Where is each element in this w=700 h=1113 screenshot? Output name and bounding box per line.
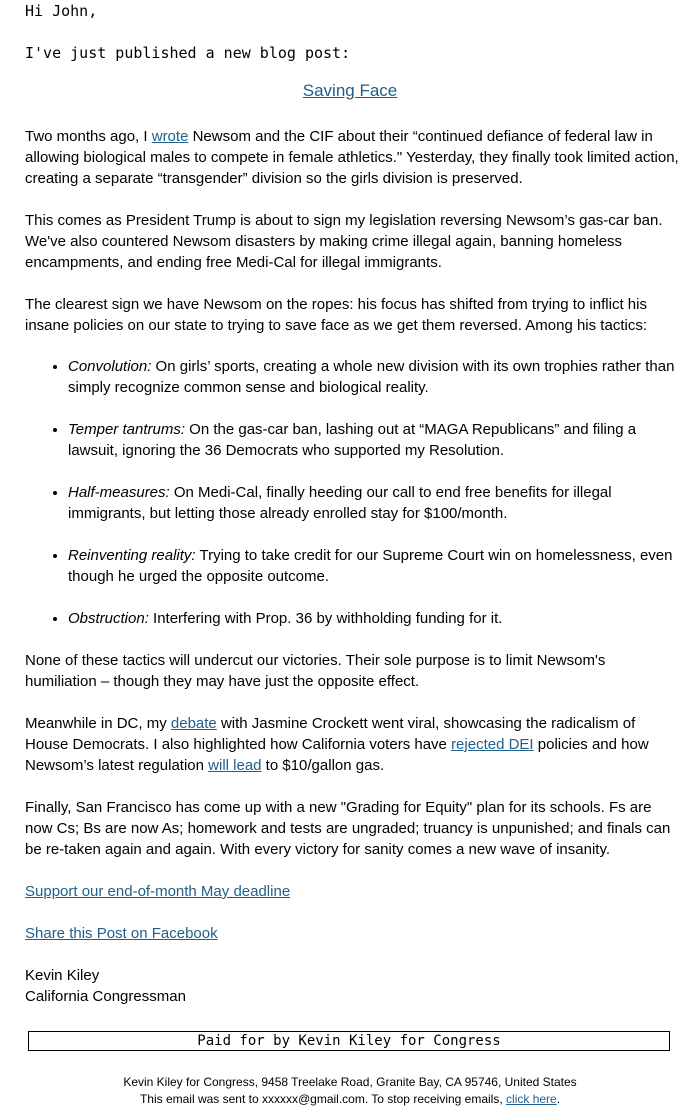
- tactic-label: Temper tantrums:: [68, 421, 185, 438]
- para5-t3: policies and how Newsom’s latest regulation: [25, 736, 649, 774]
- support-link-container: [25, 881, 680, 902]
- paragraph-2: This comes as President Trump is about to sign my legislation reversing Newsom’s gas-car ban. We've also countered Newsom disasters by making crime illegal again, banning homeless encampments, and ending free Medi-Cal for illegal immigrants.: [25, 212, 663, 271]
- paid-for-disclaimer: Paid for by Kevin Kiley for Congress: [28, 1031, 670, 1051]
- tactic-text: On girls’ sports, creating a whole new division with its own trophies rather than simply recognize common sense and biological reality.: [68, 358, 675, 396]
- support-deadline-link[interactable]: Support our end-of-month May deadline: [25, 883, 291, 900]
- paragraph-4: None of these tactics will undercut our victories. Their sole purpose is to limit Newsom's humiliation – though they may have just the opposite effect.: [25, 652, 606, 690]
- signature-title: California Congressman: [25, 988, 186, 1005]
- share-link-container: [25, 923, 680, 944]
- share-facebook-link[interactable]: Share this Post on Facebook: [25, 925, 218, 942]
- greeting: Hi John,: [25, 2, 98, 20]
- list-item: [68, 545, 685, 587]
- tactic-text: Trying to take credit for our Supreme Court win on homelessness, even though he urged the opposite outcome.: [68, 547, 673, 585]
- tactic-text: On the gas-car ban, lashing out at “MAGA Republicans” and filing a lawsuit, ignoring the 36 Democrats who supported my Resolution.: [68, 421, 637, 459]
- list-item: [68, 482, 685, 524]
- intro-text: I've just published a new blog post:: [25, 44, 351, 62]
- will-lead-link[interactable]: will lead: [208, 757, 262, 774]
- tactics-list: [25, 356, 685, 650]
- paragraph-6: Finally, San Francisco has come up with a new "Grading for Equity" plan for its schools. Fs are now Cs; Bs are now As; homework and tests are ungraded; truancy is unpunished; and finals can be re-taken again and again. With every victory for sanity comes a new wave of insanity.: [25, 799, 671, 858]
- list-item: [68, 356, 685, 398]
- signature-name: Kevin Kiley: [25, 967, 100, 984]
- post-title-container: [0, 81, 700, 101]
- footer-unsubscribe-line: [0, 1092, 700, 1107]
- tactic-text: On Medi-Cal, finally heeding our call to end free benefits for illegal immigrants, but letting those already enrolled stay for $100/month.: [68, 484, 612, 522]
- post-title-link[interactable]: Saving Face: [302, 81, 398, 100]
- para5-t4: to $10/gallon gas.: [261, 757, 385, 774]
- tactic-text: Interfering with Prop. 36 by withholding funding for it.: [148, 610, 503, 627]
- signature: [25, 965, 680, 1007]
- tactic-label: Half-measures:: [68, 484, 170, 501]
- footer-address: Kevin Kiley for Congress, 9458 Treelake Road, Granite Bay, CA 95746, United States: [123, 1075, 577, 1089]
- paragraph-1: [25, 126, 680, 189]
- paragraph-5: [25, 713, 680, 776]
- footer-period: .: [556, 1092, 561, 1106]
- rejected-dei-link[interactable]: rejected DEI: [451, 736, 534, 753]
- para5-t1: Meanwhile in DC, my: [25, 715, 171, 732]
- list-item: [68, 608, 685, 629]
- para1-before: Two months ago, I: [25, 128, 152, 145]
- para1-after: Newsom and the CIF about their “continued defiance of federal law in allowing biological males to compete in female athletics." Yesterday, they finally took limited action, creating a separate “transgender” division so the girls division is preserved.: [25, 128, 679, 187]
- unsubscribe-link[interactable]: click here: [506, 1092, 557, 1106]
- list-item: [68, 419, 685, 461]
- tactic-label: Obstruction:: [68, 610, 149, 627]
- footer-sent-text: This email was sent to xxxxxx@gmail.com. To stop receiving emails,: [139, 1092, 507, 1106]
- paragraph-3: The clearest sign we have Newsom on the ropes: his focus has shifted from trying to inflict his insane policies on our state to trying to save face as we get them reversed. Among his tactics:: [25, 296, 647, 334]
- tactic-label: Convolution:: [68, 358, 152, 375]
- tactic-label: Reinventing reality:: [68, 547, 196, 564]
- debate-link[interactable]: debate: [170, 715, 217, 732]
- wrote-link[interactable]: wrote: [151, 128, 189, 145]
- para5-t2: with Jasmine Crockett went viral, showcasing the radicalism of House Democrats. I also highlighted how California voters have: [25, 715, 636, 753]
